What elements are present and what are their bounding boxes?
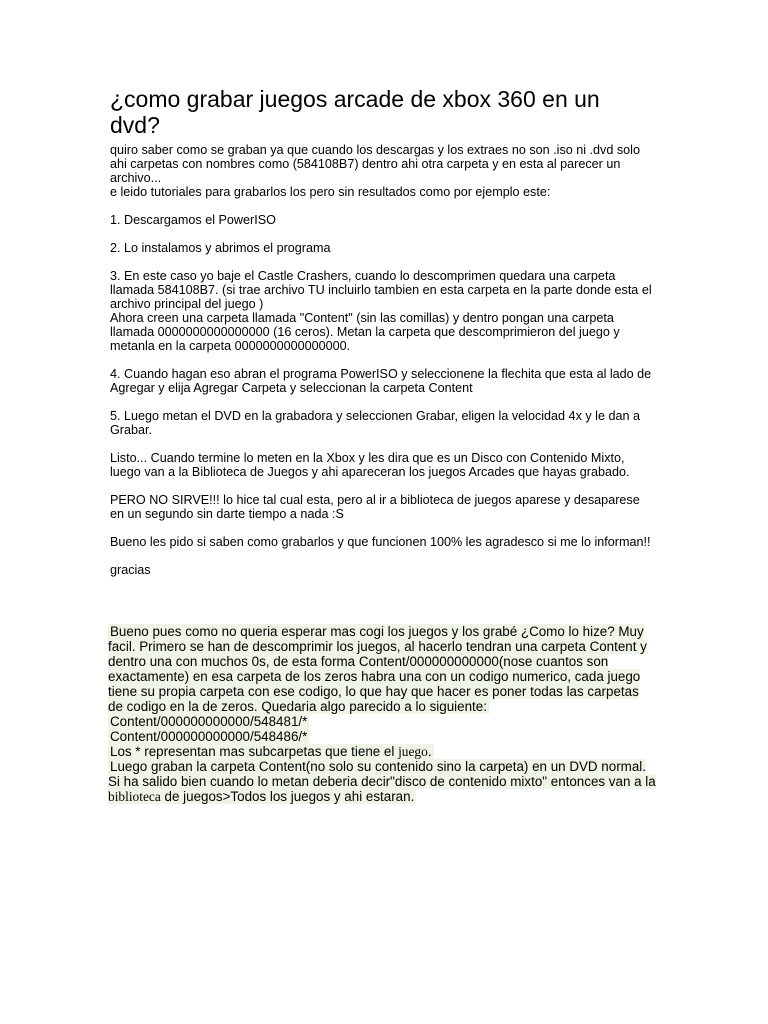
answer-subfolders-line: [108, 744, 434, 759]
question-paragraph: 3. En este caso yo baje el Castle Crashers, cuando lo descomprimen quedara una carpeta llamada 584108B7. (si trae archivo TU incluirlo tambien en esta carpeta en la parte donde esta el archivo principal del juego ) Ahora creen una carpeta llamada "Content" (sin las comillas) y dentro pongan una carpeta llamada 0000000000000000 (16 ceros). Metan la carpeta que descomprimieron del juego y metanla en la carpeta 0000000000000000.: [110, 269, 652, 353]
question-paragraph: 4. Cuando hagan eso abran el programa PowerISO y seleccionene la flechita que esta al lado de Agregar y elija Agregar Carpeta y seleccionan la carpeta Content: [110, 367, 652, 395]
answer-juego-word: juego: [398, 744, 428, 759]
answer-intro: Bueno pues como no queria esperar mas cogi los juegos y los grabé ¿Como lo hize? Muy facil. Primero se han de descomprimir los juegos, al hacerlo tendran una carpeta Content y dentro una con muchos 0s, de esta forma Content/000000000000(nose cuantos son exactamente) en esa carpeta de los zeros habra una con un codigo numerico, cada juego tiene su propia carpeta con ese codigo, lo que hay que hacer es poner todas las carpetas de codigo en la de zeros. Quedaria algo parecido a lo siguiente:: [108, 624, 647, 714]
answer-burn-text: Luego graban la carpeta Content(no solo su contenido sino la carpeta) en un DVD normal. Si ha salido bien cuando lo metan deberia decir"disco de contenido mixto" entonces van a la: [108, 759, 656, 789]
answer-burn-end: de juegos>Todos los juegos y ahi estaran.: [160, 789, 415, 804]
page-title: ¿como grabar juegos arcade de xbox 360 en un dvd?: [110, 86, 600, 138]
answer-subfolders-end: .: [427, 744, 432, 759]
question-paragraph: 1. Descargamos el PowerISO: [110, 213, 276, 227]
question-paragraph: 5. Luego metan el DVD en la grabadora y seleccionen Grabar, eligen la velocidad 4x y le dan a Grabar.: [110, 409, 640, 437]
answer-path-2: Content/000000000000/548486/*: [110, 729, 308, 744]
answer-body: [108, 624, 656, 804]
answer-biblioteca-word: biblioteca: [108, 789, 161, 804]
question-body: [110, 143, 655, 591]
question-paragraph: Bueno les pido si saben como grabarlos y que funcionen 100% les agradesco si me lo informan!!: [110, 535, 651, 549]
question-paragraph: PERO NO SIRVE!!! lo hice tal cual esta, pero al ir a biblioteca de juegos aparese y desaparese en un segundo sin darte tiempo a nada :S: [110, 493, 640, 521]
question-paragraph: gracias: [110, 563, 151, 577]
question-paragraph: 2. Lo instalamos y abrimos el programa: [110, 241, 331, 255]
question-paragraph: Listo... Cuando termine lo meten en la Xbox y les dira que es un Disco con Contenido Mixto, luego van a la Biblioteca de Juegos y ahi apareceran los juegos Arcades que hayas grabado.: [110, 451, 630, 479]
question-paragraph: quiro saber como se graban ya que cuando los descargas y los extraes no son .iso ni .dvd solo ahi carpetas con nombres como (584108B7) dentro ahi otra carpeta y en esta al parecer un archivo... e leido tutoriales para grabarlos los pero sin resultados como por ejemplo este:: [110, 143, 640, 199]
answer-path-1: Content/000000000000/548481/*: [110, 714, 308, 729]
answer-subfolders-text: Los * representan mas subcarpetas que tiene el: [110, 744, 399, 759]
answer-burn-line: [108, 759, 656, 804]
